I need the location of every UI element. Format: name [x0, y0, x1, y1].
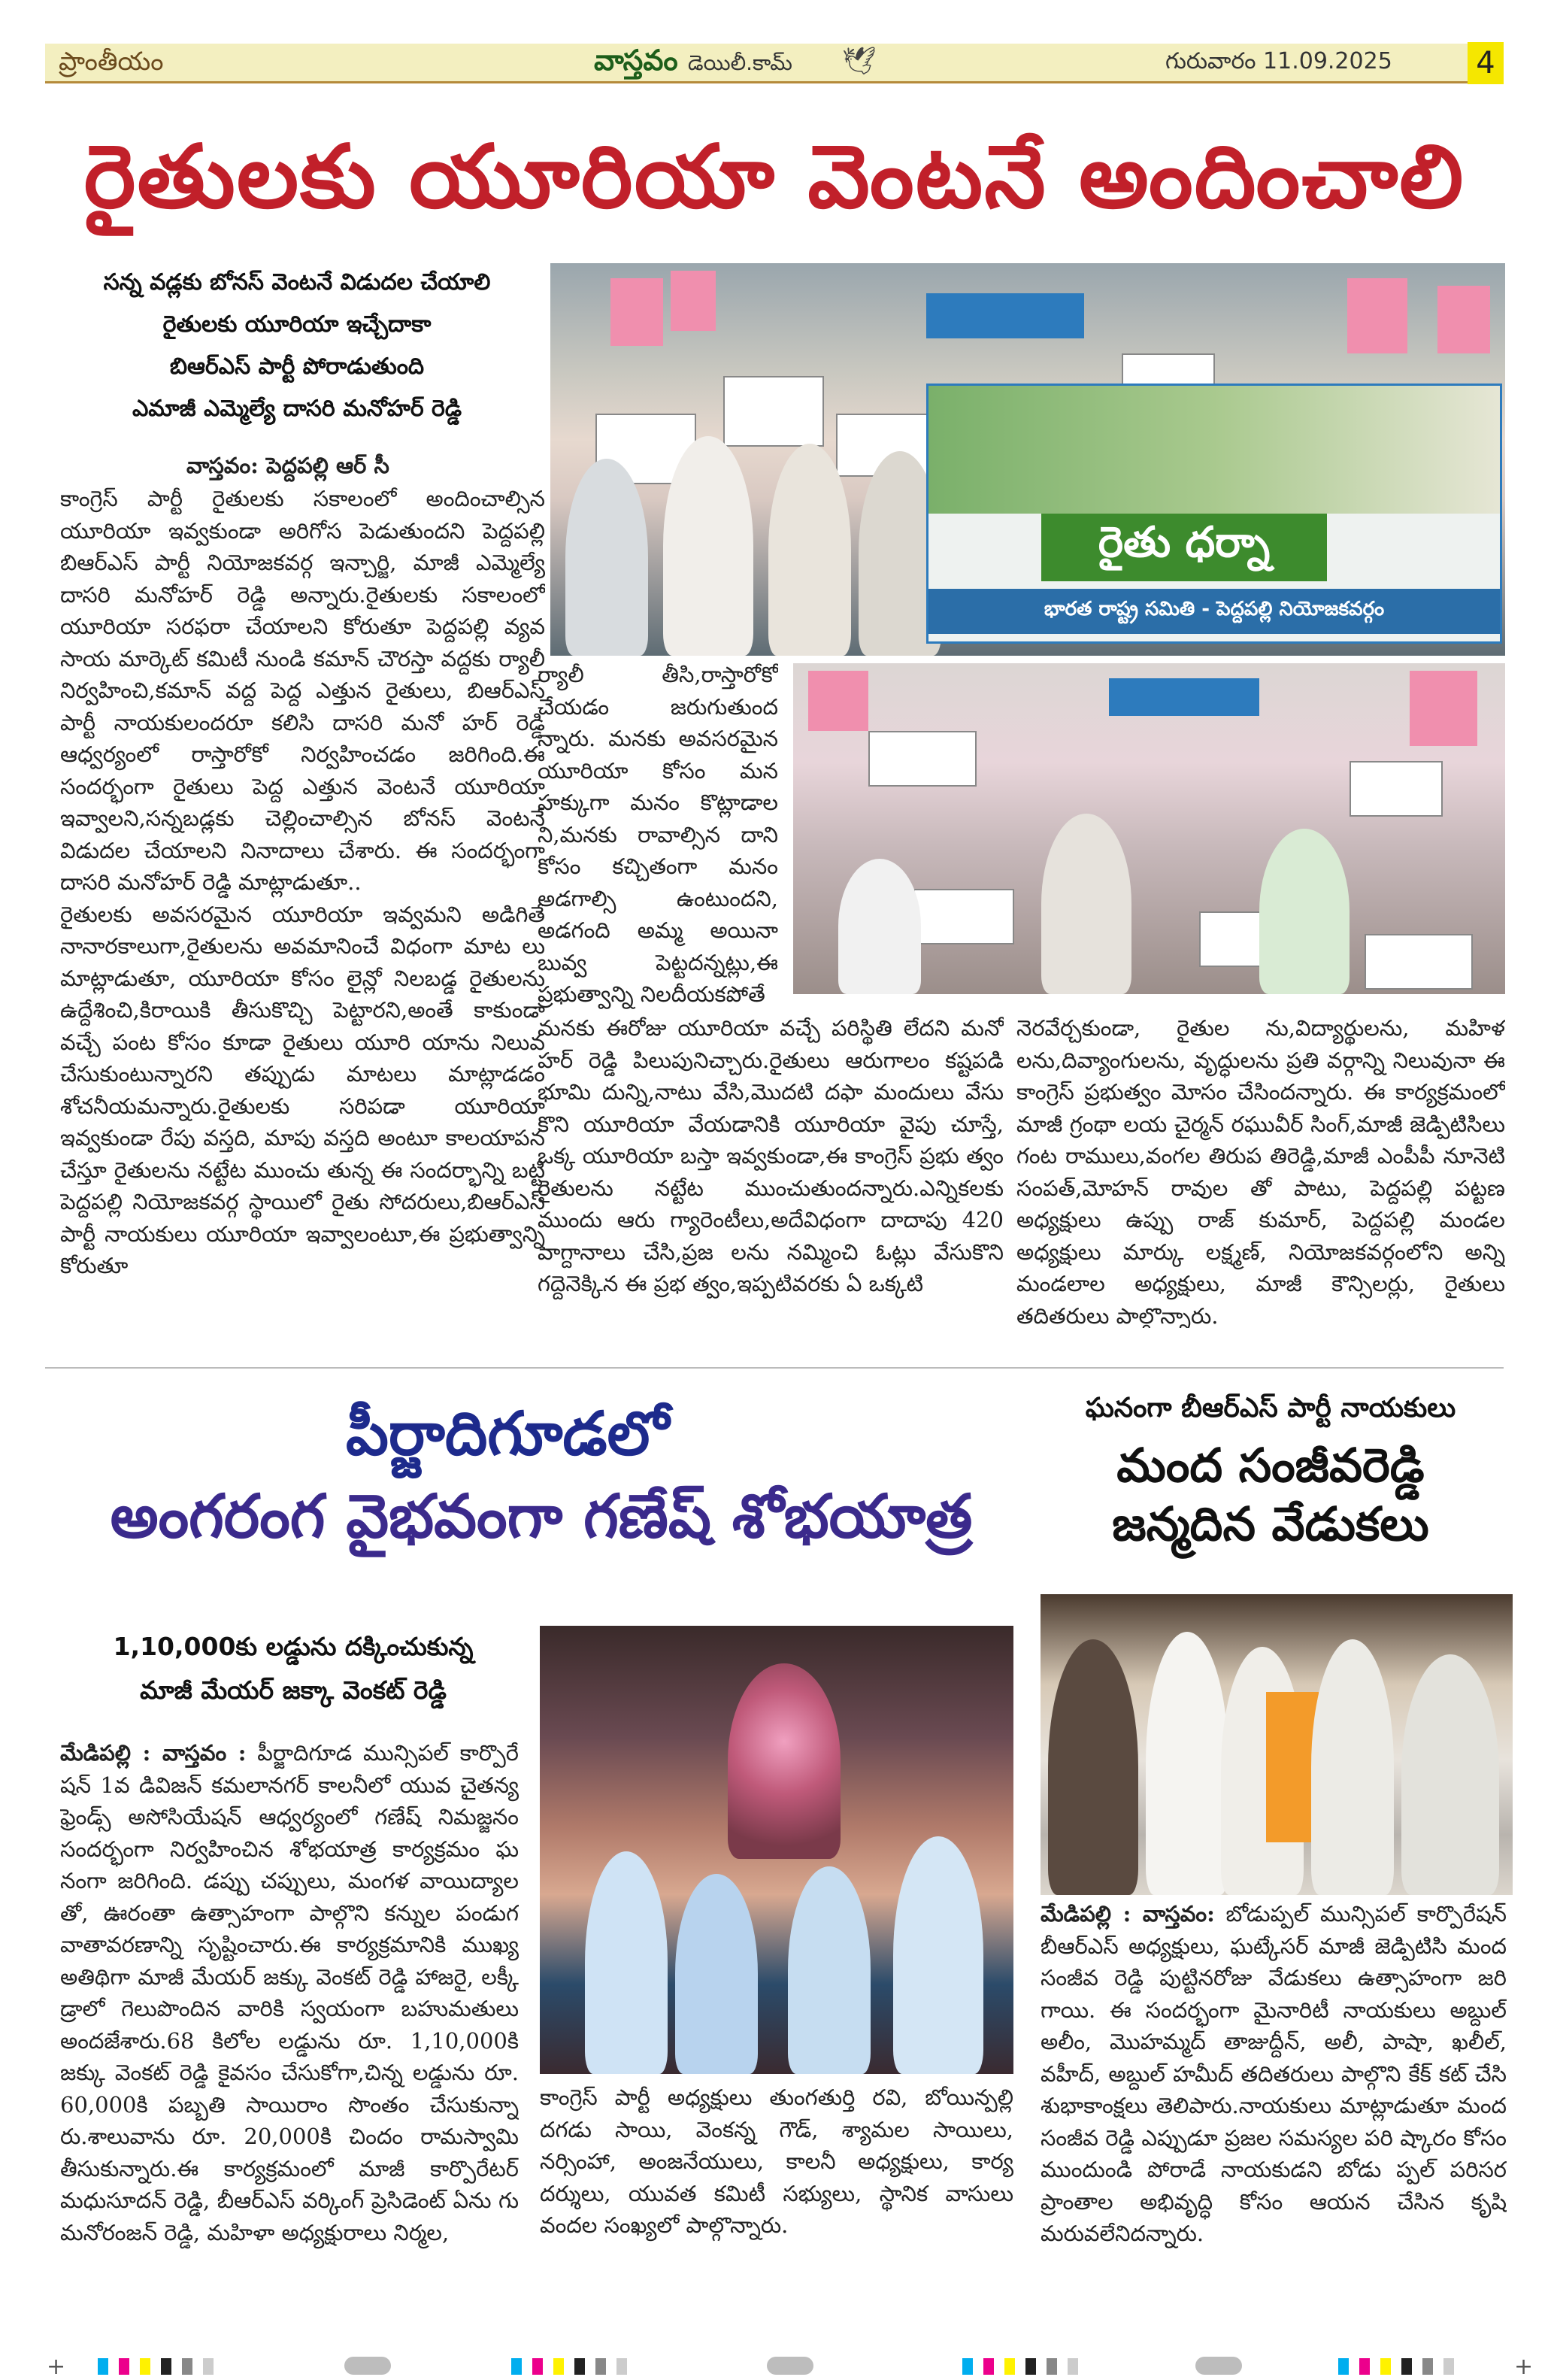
article2-dateline: మేడిపల్లి : వాస్తవం :: [60, 1740, 247, 1766]
person: [663, 436, 753, 656]
placard: [1365, 934, 1473, 990]
rally-photo: [550, 263, 1505, 656]
person: [788, 1866, 871, 2074]
brand-sub: డెయిలీ.కామ్: [687, 50, 792, 75]
article2-body-text: పీర్జాదిగూడ మున్సిపల్ కార్పొరే షన్ 1వ డివిజన్ కమలానగర్ కాలనీలో యువ చైతన్య ఫ్రెండ్స్ అసోసియేషన్ ఆధ్వర్యంలో గణేష్ నిమజ్జనం సందర్భంగా నిర్వహించిన శోభయాత్ర కార్యక్రమం ఘ నంగా జరిగింది. డప్పు చప్పులు, మంగళ వాయిద్యాల తో, ఊరంతా ఉత్సాహంగా పాల్గొని కన్నుల పండుగ వాతావరణాన్ని సృష్టించారు.ఈ కార్యక్రమానికి ముఖ్య అతిథిగా మాజీ మేయర్ జక్కు వెంకట్ రెడ్డి హాజరై, లక్కీ డ్రాలో గెలుపొందిన వారికి స్వయంగా బహుమతులు అందజేశారు.68 కిలోల లడ్డును రూ. 1,10,000కి జక్కు వెంకట్ రెడ్డి కైవసం చేసుకోగా,చిన్న లడ్డును రూ. 60,000కి పబ్బతి సాయిరాం సొంతం చేసుకున్నా రు.శాలువాను రూ. 20,000కి చిందం రామస్వామి తీసుకున్నారు.ఈ కార్యక్రమంలో మాజీ కార్పొరేటర్ మధుసూదన్ రెడ్డి, బీఆర్ఎస్ వర్కింగ్ ప్రెసిడెంట్ ఏను గు మనోరంజన్ రెడ్డి, మహిళా అధ్యక్షురాలు నిర్మల,: [60, 1740, 519, 2245]
banner-subtitle: భారత రాష్ట్ర సమితి - పెద్దపల్లి నియోజకవర్గం: [928, 589, 1500, 634]
article1-subhead-3: బిఆర్ఎస్ పార్టీ పోరాడుతుంది: [169, 353, 425, 380]
article2-subhead-2: మాజీ మేయర్ జక్కా వెంకట్ రెడ్డి: [140, 1675, 447, 1705]
brand-name: వాస్తవం: [594, 44, 678, 77]
rythu-dharna-banner: [926, 384, 1502, 644]
article3-kicker: ఘనంగా బీఆర్ఎస్ పార్టీ నాయకులు: [1085, 1393, 1456, 1423]
brand-logo: [594, 44, 792, 84]
article3-dateline: మేడిపల్లి : వాస్తవం:: [1041, 1901, 1215, 1927]
article3-body-text: బోడుప్పల్ మున్సిపల్ కార్పొరేషన్ బీఆర్ఎస్ అధ్యక్షులు, ఘట్కేసర్ మాజీ జెడ్పిటిసి మంద సంజీవ రెడ్డి పుట్టినరోజు వేడుకలు ఉత్సాహంగా జరి గాయి. ఈ సందర్భంగా మైనారిటీ నాయకులు అబ్దుల్ అలీం, మొహమ్మద్ తాజుద్దీన్, అలీ, పాషా, ఖలీల్, వహీద్, అబ్దుల్ హమీద్ తదితరులు పాల్గొని కేక్ కట్ చేసి శుభాకాంక్షలు తెలిపారు.నాయకులు మాట్లాడుతూ మంద సంజీవ రెడ్డి ఎప్పుడూ ప్రజల సమస్యల పరి ష్కారం కోసం ముందుండి పోరాడే నాయకుడని బోడు ప్పల్ పరిసర ప్రాంతాల అభివృద్ధి కోసం ఆయన చేసిన కృషి మరువలేనిదన్నారు.: [1041, 1901, 1507, 2246]
article1-column-2-bottom: మనకు ఈరోజు యూరియా వచ్చే పరిస్థితి లేదని మనో హర్ రెడ్డి పిలుపునిచ్చారు.రైతులు ఆరుగాలం కష్టపడి భూమి దున్ని,నాటు వేసి,మొదటి దఫా మందులు వేసు కొని యూరియా వేయడానికి యూరియా వైపు చూస్తే, ఒక్క యూరియా బస్తా ఇవ్వకుండా,ఈ కాంగ్రెస్ ప్రభు త్వం రైతులను నట్టేట ముంచుతుందన్నారు.ఎన్నికలకు ముందు ఆరు గ్యారెంటీలు,అదేవిధంగా దాదాపు 420 వాగ్దానాలు చేసి,ప్రజ లను నమ్మించి ఓట్లు వేసుకొని గద్దెనెక్కిన ఈ ప్రభ త్వం,ఇప్పటివరకు ఏ ఒక్కటి: [538, 1015, 1004, 1296]
person: [1048, 1639, 1138, 1895]
article2-subhead-1: 1,10,000కు లడ్డును దక్కించుకున్న: [113, 1632, 474, 1661]
section-label: ప్రాంతీయం: [59, 47, 164, 77]
article1-headline: రైతులకు యూరియా వెంటనే అందించాలి: [83, 126, 1465, 228]
registration-mark: +: [47, 2354, 66, 2380]
placard: [1350, 761, 1443, 817]
person: [1041, 814, 1131, 994]
pink-flag: [808, 671, 868, 731]
color-pill: [1195, 2357, 1242, 2375]
pink-flag: [671, 271, 716, 331]
color-pill: [767, 2357, 813, 2375]
article1-column-2-top: ర్యాలీ తీసి,రాస్తారోకో చేయడం జరుగుతుంద న్నారు. మనకు అవసరమైన యూరియా కోసం మన హక్కుగా మనం కొట్లాడాల ని,మనకు రావాల్సిన దాని కోసం కచ్చితంగా మనం అడగాల్సి ఉంటుందని, అడగంది అమ్మ అయినా బువ్వ పెట్టదన్నట్లు,ఈ ప్రభుత్వాన్ని నిలదీయకపోతే: [538, 662, 778, 1007]
article1-column-1: కాంగ్రెస్ పార్టీ రైతులకు సకాలంలో అందించాల్సిన యూరియా ఇవ్వకుండా అరిగోస పెడుతుందని పెద్దపల్లి బిఆర్ఎస్ పార్టీ నియోజకవర్గ ఇన్చార్జి, మాజీ ఎమ్మెల్యే దాసరి మనోహర్ రెడ్డి అన్నారు.రైతులకు సకాలంలో యూరియా సరఫరా చేయాలని కోరుతూ పెద్దపల్లి వ్యవ సాయ మార్కెట్ కమిటీ నుండి కమాన్ చౌరస్తా వద్దకు ర్యాలీ నిర్వహించి,కమాన్ వద్ద పెద్ద ఎత్తున రైతులు, బిఆర్ఎస్ పార్టీ నాయకులందరూ కలిసి దాసరి మనో హర్ రెడ్డి ఆధ్వర్యంలో రాస్తారోకో నిర్వహించడం జరిగింది.ఈ సందర్భంగా రైతులు పెద్ద ఎత్తున వెంటనే యూరియా ఇవ్వాలని,సన్నబడ్లకు చెల్లించాల్సిన బోనస్ వెంటనే విడుదల చేయాలని నినాదాలు చేశారు. ఈ సందర్భంగా దాసరి మనోహర్ రెడ్డి మాట్లాడుతూ.. రైతులకు అవసరమైన యూరియా ఇవ్వమని అడిగితే నానారకాలుగా,రైతులను అవమానించే విధంగా మాట లు మాట్లాడుతూ, యూరియా కోసం లైన్లో నిలబడ్డ రైతులను ఉద్దేశించి,కిరాయికి తీసుకొచ్చి పెట్టారని,అంతే కాకుండా వచ్చే పంట కోసం కూడా రైతులు యూరి యాను నిలువ చేసుకుంటున్నారని తప్పుడు మాటలు మాట్లాడడం శోచనీయమన్నారు.రైతులకు సరిపడా యూరియా ఇవ్వకుండా రేపు వస్తది, మాపు వస్తది అంటూ కాలయాపన చేస్తూ రైతులను నట్టేట ముంచు తున్న ఈ సందర్భాన్ని బట్టి పెద్దపల్లి నియోజకవర్గ స్థాయిలో రైతు సోదరులు,బిఆర్ఎస్ పార్టీ నాయకులు యూరియా ఇవ్వాలంటూ,ఈ ప్రభుత్వాన్ని కోరుతూ: [60, 486, 545, 1278]
pink-flag: [1410, 671, 1477, 746]
article1-subhead-1: సన్న వడ్లకు బోనస్ వెంటనే విడుదల చేయాలి: [103, 269, 491, 296]
person: [1401, 1654, 1499, 1895]
article1-subhead-2: రైతులకు యూరియా ఇచ్చేదాకా: [162, 311, 432, 338]
pink-flag: [1347, 278, 1407, 353]
placard: [913, 889, 1014, 944]
registration-mark: +: [1514, 2354, 1534, 2380]
ganesh-procession-photo: [540, 1626, 1013, 2074]
person: [838, 859, 921, 994]
blue-banner: [1109, 678, 1259, 716]
banner-title: రైతు ధర్నా: [1041, 514, 1327, 581]
page-number: 4: [1468, 42, 1504, 84]
issue-date: గురువారం 11.09.2025: [1165, 48, 1392, 74]
placard: [868, 731, 977, 787]
article1-dateline: వాస్తవం: పెద్దపల్లి ఆర్ సీ: [186, 453, 389, 478]
section-divider: [45, 1367, 1504, 1369]
article2-headline-line2: అంగరంగ వైభవంగా గణేష్ శోభయాత్ర: [110, 1481, 973, 1551]
person: [1259, 829, 1350, 994]
article2-body: [60, 1737, 519, 2278]
color-swatches: [98, 2358, 214, 2375]
article1-subhead-4: ఎమాజీ ఎమ్మెల్యే దాసరి మనోహర్ రెడ్డి: [132, 396, 462, 422]
person: [768, 444, 851, 656]
person: [565, 459, 648, 656]
article1-column-3: నెరవేర్చకుండా, రైతుల ను,విద్యార్థులను, మహిళ లను,దివ్యాంగులను, వృద్ధులను ప్రతి వర్గాన్ని నిలువునా ఈ కాంగ్రెస్ ప్రభుత్వం మోసం చేసిందన్నారు. ఈ కార్యక్రమంలో మాజీ గ్రంథా లయ చైర్మన్ రఘువీర్ సింగ్,మాజీ జెడ్పిటిసిలు గంట రాములు,వంగల తిరుప తిరెడ్డి,మాజీ ఎంపీపీ నూనెటి సంపత్,మోహన్ రావుల తో పాటు, పెద్దపల్లి పట్టణ అధ్యక్షులు ఉప్పు రాజ్ కుమార్, పెద్దపల్లి మండల అధ్యక్షులు మార్కు లక్ష్మణ్, నియోజకవర్గంలోని అన్ని మండలాల అధ్యక్షులు, మాజీ కౌన్సిలర్లు, రైతులు తదితరులు పాల్గొన్నారు.: [1016, 1015, 1505, 1328]
color-swatches: [1338, 2358, 1454, 2375]
person: [675, 1874, 758, 2074]
pink-flag: [1437, 286, 1490, 353]
article3-body: [1041, 1898, 1507, 2281]
person: [1146, 1632, 1228, 1895]
banner-leaders-strip: [928, 386, 1500, 514]
pink-flag: [610, 278, 663, 346]
person: [893, 1836, 983, 2074]
ganesh-idol: [728, 1663, 841, 1859]
birthday-photo: [1041, 1594, 1513, 1895]
bird-icon: 🕊: [842, 46, 877, 77]
placard: [723, 376, 824, 447]
article2-photo-caption: కాంగ్రెస్ పార్టీ అధ్యక్షులు తుంగతుర్తి రవి, బోయిన్పల్లి దగడు సాయి, వెంకన్న గౌడ్, శ్యామల సాయిలు, నర్సింహా, అంజనేయులు, కాలనీ అధ్యక్షులు, కార్య దర్శులు, యువత కమిటీ సభ్యులు, స్థానిక వాసులు వందల సంఖ్యలో పాల్గొన్నారు.: [540, 2084, 1013, 2238]
color-swatches: [962, 2358, 1078, 2375]
person: [585, 1851, 668, 2074]
blue-banner: [926, 293, 1084, 338]
article3-headline-line1: మంద సంజీవరెడ్డి: [1116, 1438, 1425, 1493]
person: [1311, 1639, 1394, 1895]
protest-sitin-photo: [793, 663, 1505, 994]
color-swatches: [511, 2358, 627, 2375]
color-pill: [344, 2357, 391, 2375]
article2-headline-line1: పీర్జాదిగూడలో: [346, 1399, 669, 1469]
article3-headline-line2: జన్మదిన వేడుకలు: [1112, 1496, 1429, 1551]
